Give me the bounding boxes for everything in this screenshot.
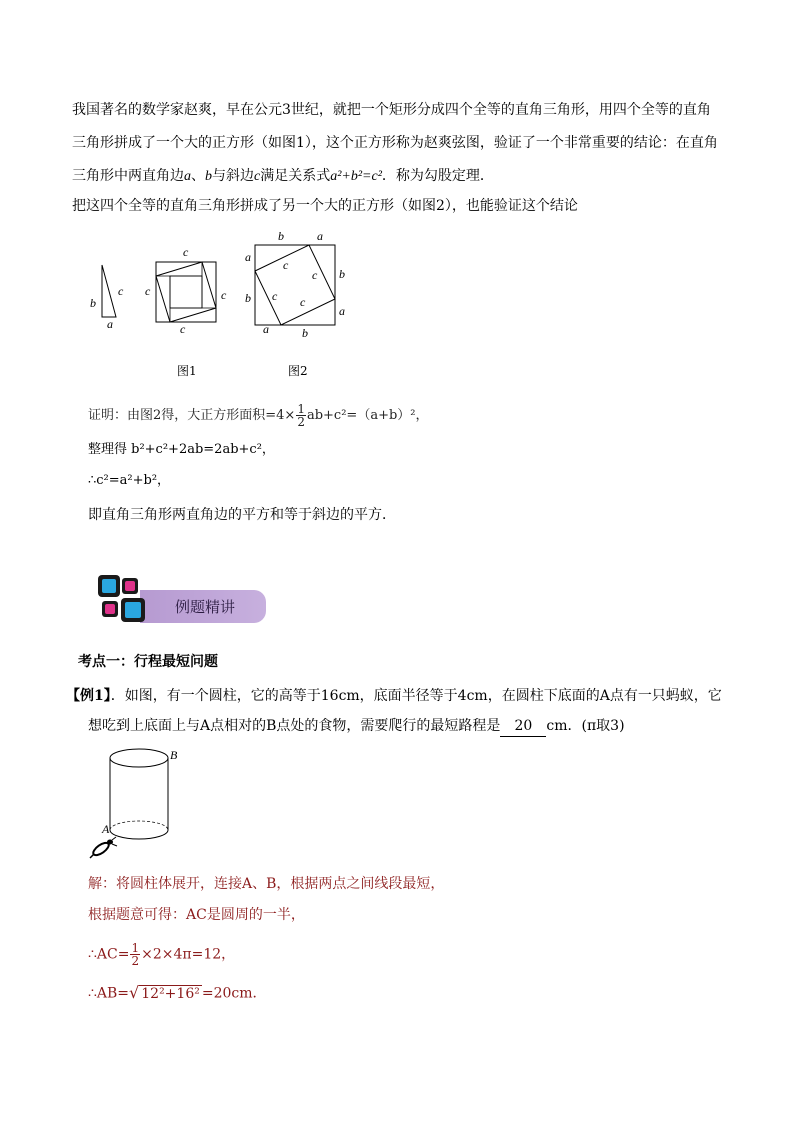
fig1-sq-label-right: c [221,288,227,302]
cylinder-label-b: B [170,748,178,762]
banner-text: 例题精讲 [175,598,236,616]
intro-line-3 [72,166,494,187]
fig2-inner-c4: c [300,295,306,309]
example-line-1-text: ．如图，有一个圆柱，它的高等于16cm，底面半径等于4cm，在圆柱下底面的A点有一只蚂蚁，它 [110,688,722,704]
solution-line-1: 解：将圆柱体展开，连接A、B，根据两点之间线段最短， [88,876,445,892]
intro-line-3-mid: 与斜边 [212,168,254,184]
fig2-label-top-b: b [278,229,284,243]
example-line-2-pre: 想吃到上底面上与A点相对的B点处的食物，需要爬行的最短路程是 [88,718,501,734]
example-line-2-post: cm．(π取3) [546,718,625,734]
fig2-inner-c2: c [312,268,318,282]
fig2-label-left-b: b [245,291,251,305]
solution-line-4 [88,983,267,1004]
zhao-shuang-square [156,262,216,322]
fig2-label-right-b: b [339,267,345,281]
fig1-tri-label-b: b [90,296,96,310]
intro-line-1: 我国著名的数学家赵爽，早在公元3世纪，就把一个矩形分成四个全等的直角三角形，用四个全等的直角 [72,102,711,118]
fig1-sq-label-top: c [183,245,189,259]
separator: 、 [191,168,205,184]
intro-line-4: 把这四个全等的直角三角形拼成了另一个大的正方形（如图2），也能验证这个结论 [72,198,578,214]
answer-blank: 20 [500,716,546,737]
fig2-label-right-a: a [339,304,345,318]
intro-line-3-post: ．称为勾股定理． [381,168,494,184]
pythagorean-formula: a²+b²=c² [330,169,382,184]
fig2-label-top-a: a [317,229,323,243]
fig2-inner-c1: c [283,258,289,272]
fig2-caption: 图2 [288,364,308,378]
fig1-caption: 图1 [177,364,197,378]
cylinder-label-a: A [102,822,110,836]
kaodian-heading: 考点一：行程最短问题 [78,654,218,670]
frac-den: 2 [297,415,305,429]
solution-line-4-pre: ∴AB= [88,985,130,1002]
solution-line-4-post: =20cm． [201,985,267,1002]
proof-line-3: ∴c²=a²+b²， [88,473,171,488]
fig1-tri-label-a: a [107,317,113,331]
fig2-label-bottom-b: b [302,326,308,340]
fig2-label-bottom-a: a [263,322,269,336]
square-root: √ 12²+16² [129,983,200,1002]
fraction-half [296,403,306,428]
intro-line-3-mid2: 满足关系式 [260,168,331,184]
fig2-label-left-a: a [245,250,251,264]
fig2-square [255,245,335,325]
var-c: c [254,169,261,184]
solution-line-2: 根据题意可得：AC是圆周的一半， [88,907,305,923]
var-a: a [184,169,191,184]
proof-line-1-post: ab+c²=（a+b）²， [306,408,429,423]
fig1-sq-label-left: c [145,284,151,298]
proof-line-1 [88,403,429,428]
cylinder-figure [82,742,192,864]
proof-line-2: 整理得 b²+c²+2ab=2ab+c²， [88,442,275,457]
example-tag: 【例1】 [66,688,111,704]
solution-line-3-pre: ∴AC= [88,946,130,963]
frac-num: 1 [297,402,305,416]
solution-line-3-post: ×2×4π=12， [141,946,236,963]
ant-icon [90,837,117,858]
intro-line-2: 三角形拼成了一个大的正方形（如图1），这个正方形称为赵爽弦图，验证了一个非常重要的结论：在直角 [72,135,718,151]
fig1-sq-label-bottom: c [180,322,186,336]
intro-line-3-pre: 三角形中两直角边 [72,168,184,184]
proof-line-4: 即直角三角形两直角边的平方和等于斜边的平方． [88,507,396,523]
proof-line-1-pre: 证明：由图2得，大正方形面积=4× [88,408,296,423]
figures-svg [80,225,370,385]
right-triangle [102,265,116,317]
fig2-inner-c3: c [272,289,278,303]
example-line-1 [66,686,722,706]
radicand: 12²+16² [141,986,200,1002]
banner-logo-icon [97,574,149,624]
var-b: b [205,169,212,184]
example-line-2 [88,716,625,737]
fraction-half-2 [130,942,140,967]
solution-line-3 [88,942,235,967]
frac-den-2: 2 [131,954,140,968]
frac-num-2: 1 [131,941,140,955]
fig1-tri-label-c: c [118,284,124,298]
